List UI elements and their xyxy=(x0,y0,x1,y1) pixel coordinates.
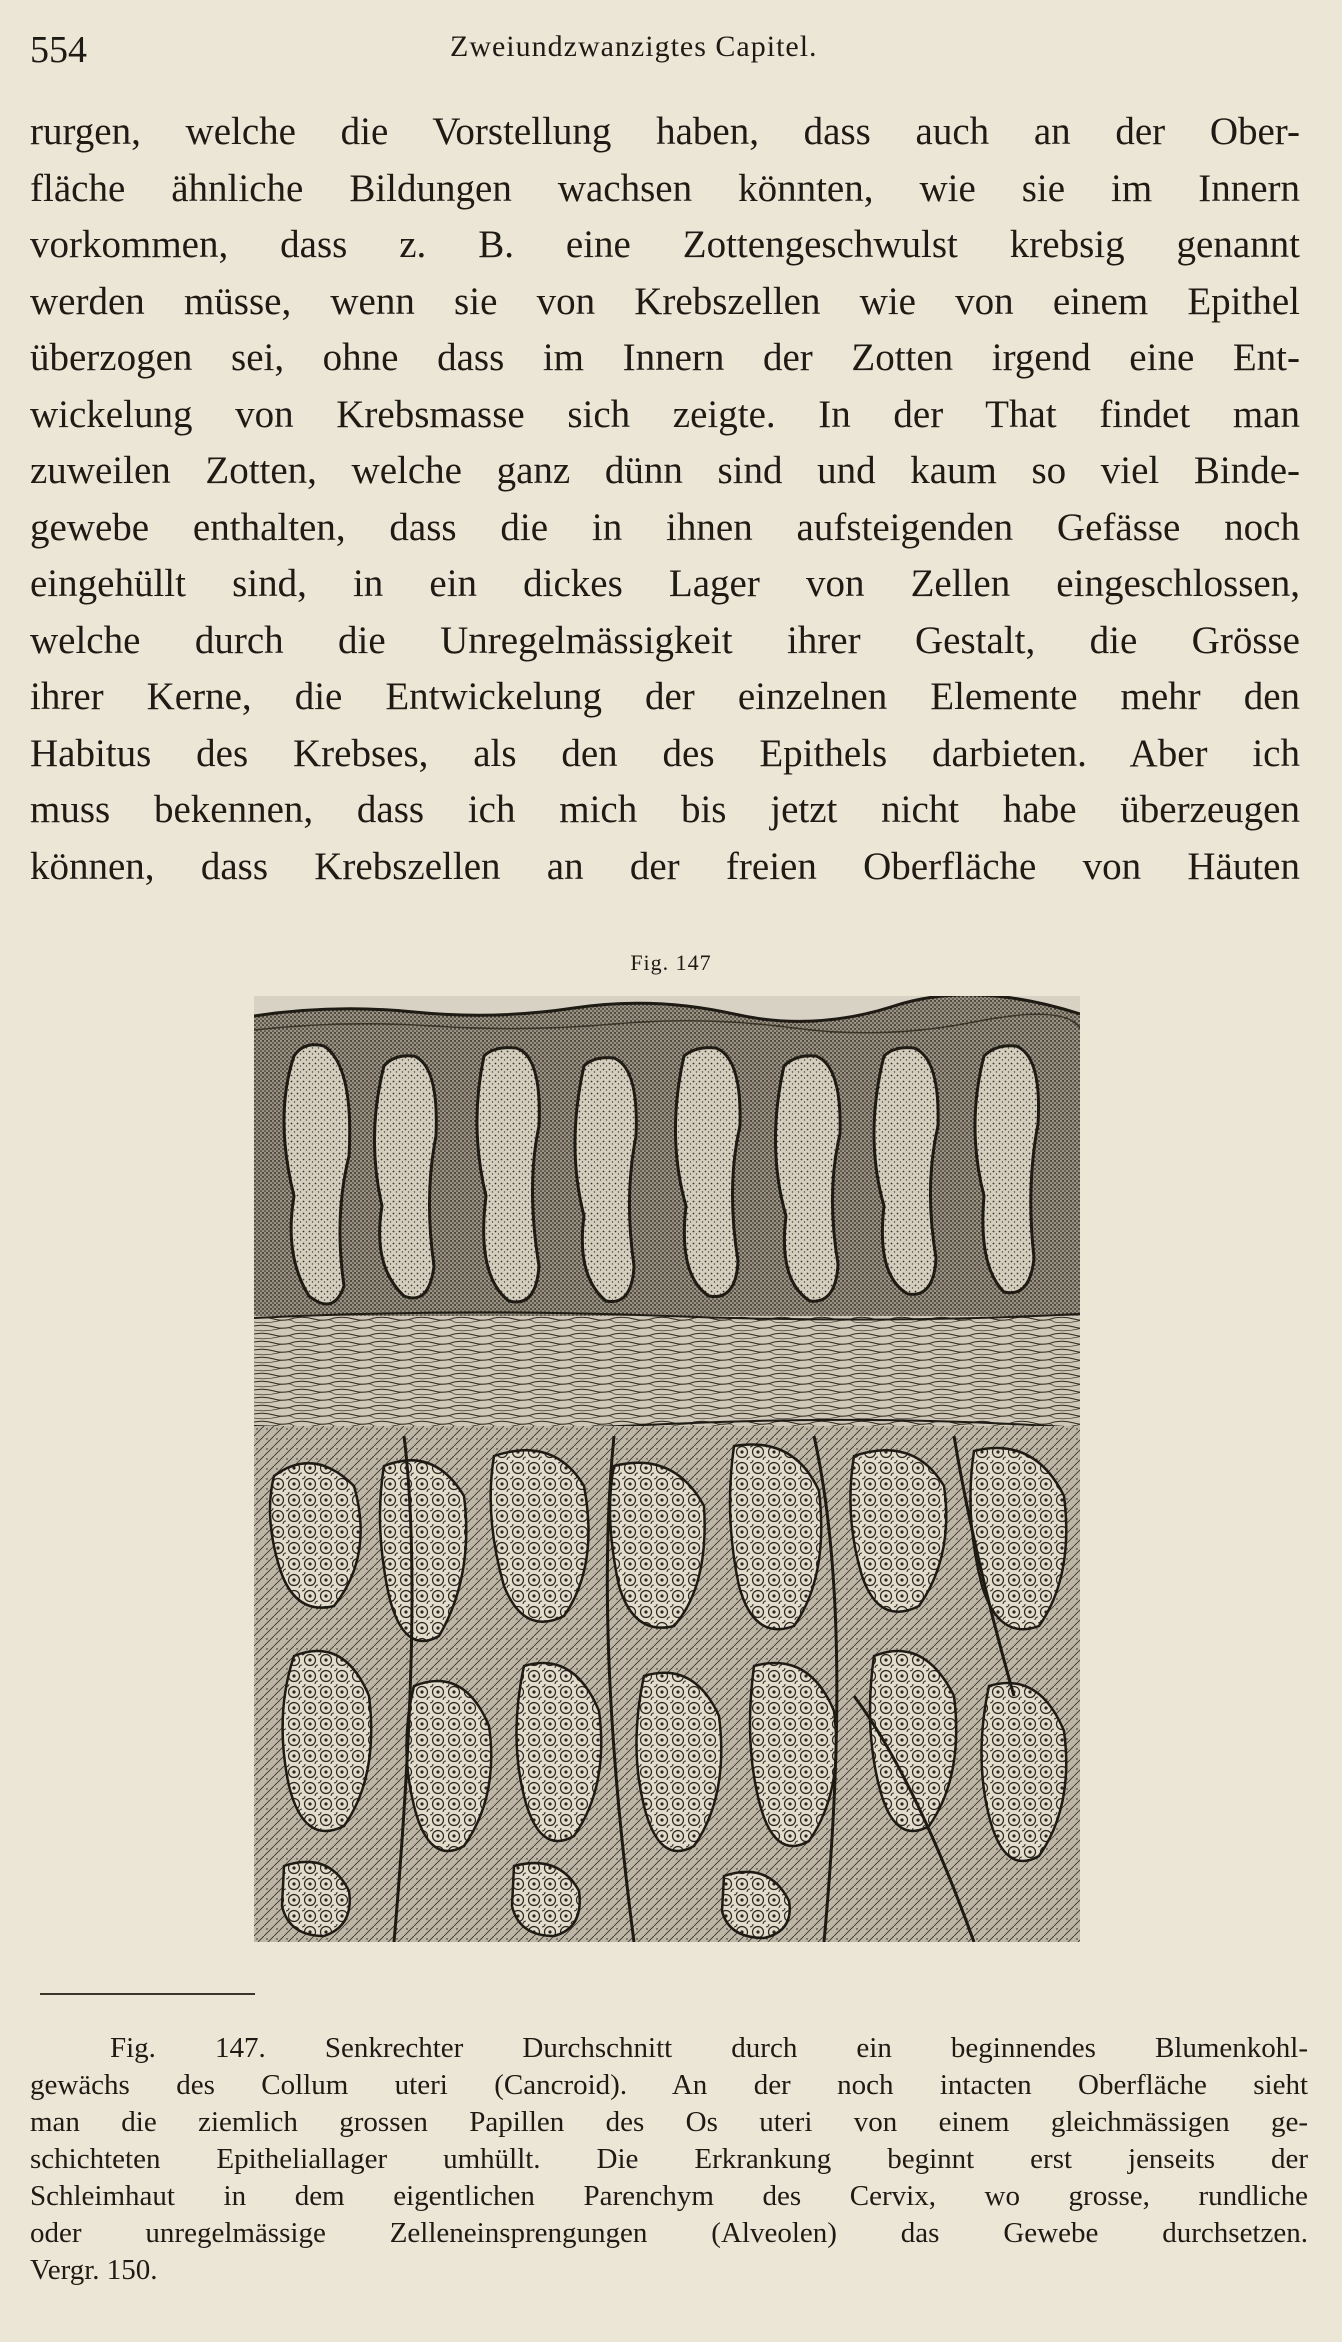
caption-line: Vergr. 150. xyxy=(30,2254,158,2286)
body-line: rurgen, welche die Vorstellung haben, dass auch an der Ober- xyxy=(30,110,1300,153)
body-line: welche durch die Unregelmässigkeit ihrer Gestalt, die Grösse xyxy=(30,618,1300,662)
body-line: eingehüllt sind, in ein dickes Lager von Zellen eingeschlossen, xyxy=(30,562,1300,605)
body-line: muss bekennen, dass ich mich bis jetzt nicht habe überzeugen xyxy=(30,788,1300,831)
histology-illustration xyxy=(254,996,1080,1942)
body-line: werden müsse, wenn sie von Krebszellen wie von einem Epithel xyxy=(30,279,1300,323)
caption-line: oder unregelmässige Zelleneinsprengungen (Alveolen) das Gewebe durchsetzen. xyxy=(30,2217,1308,2249)
body-line: ihrer Kerne, die Entwickelung der einzelnen Elemente mehr den xyxy=(30,675,1300,718)
body-line: wickelung von Krebsmasse sich zeigte. In der That findet man xyxy=(30,392,1300,436)
caption-line: gewächs des Collum uteri (Cancroid). An der noch intacten Oberfläche sieht xyxy=(30,2069,1308,2101)
body-line: vorkommen, dass z. B. eine Zottengeschwulst krebsig genannt xyxy=(30,223,1300,266)
footnote-rule xyxy=(40,1993,255,1995)
body-text xyxy=(30,104,1300,895)
figure-label: Fig. 147 xyxy=(630,950,712,975)
caption-line: Fig. 147. Senkrechter Durchschnitt durch ein beginnendes Blumenkohl- xyxy=(110,2032,1308,2064)
body-line: zuweilen Zotten, welche ganz dünn sind und kaum so viel Binde- xyxy=(30,449,1300,492)
running-title: Zweiundzwanzigtes Capitel. xyxy=(450,30,818,63)
page-number: 554 xyxy=(30,29,87,71)
page-header xyxy=(30,28,1312,78)
body-line: gewebe enthalten, dass die in ihnen aufsteigenden Gefässe noch xyxy=(30,505,1300,549)
caption-line: schichteten Epitheliallager umhüllt. Die Erkrankung beginnt erst jenseits der xyxy=(30,2143,1308,2175)
figure-caption xyxy=(30,2030,1308,2289)
caption-line: man die ziemlich grossen Papillen des Os uteri von einem gleichmässigen ge- xyxy=(30,2106,1308,2138)
body-line: fläche ähnliche Bildungen wachsen könnten, wie sie im Innern xyxy=(30,166,1300,210)
body-line: Habitus des Krebses, als den des Epithels darbieten. Aber ich xyxy=(30,731,1300,775)
caption-line: Schleimhaut in dem eigentlichen Parenchym des Cervix, wo grosse, rundliche xyxy=(30,2180,1308,2212)
body-line: können, dass Krebszellen an der freien Oberfläche von Häuten xyxy=(30,844,1300,888)
body-line: überzogen sei, ohne dass im Innern der Zotten irgend eine Ent- xyxy=(30,336,1300,379)
